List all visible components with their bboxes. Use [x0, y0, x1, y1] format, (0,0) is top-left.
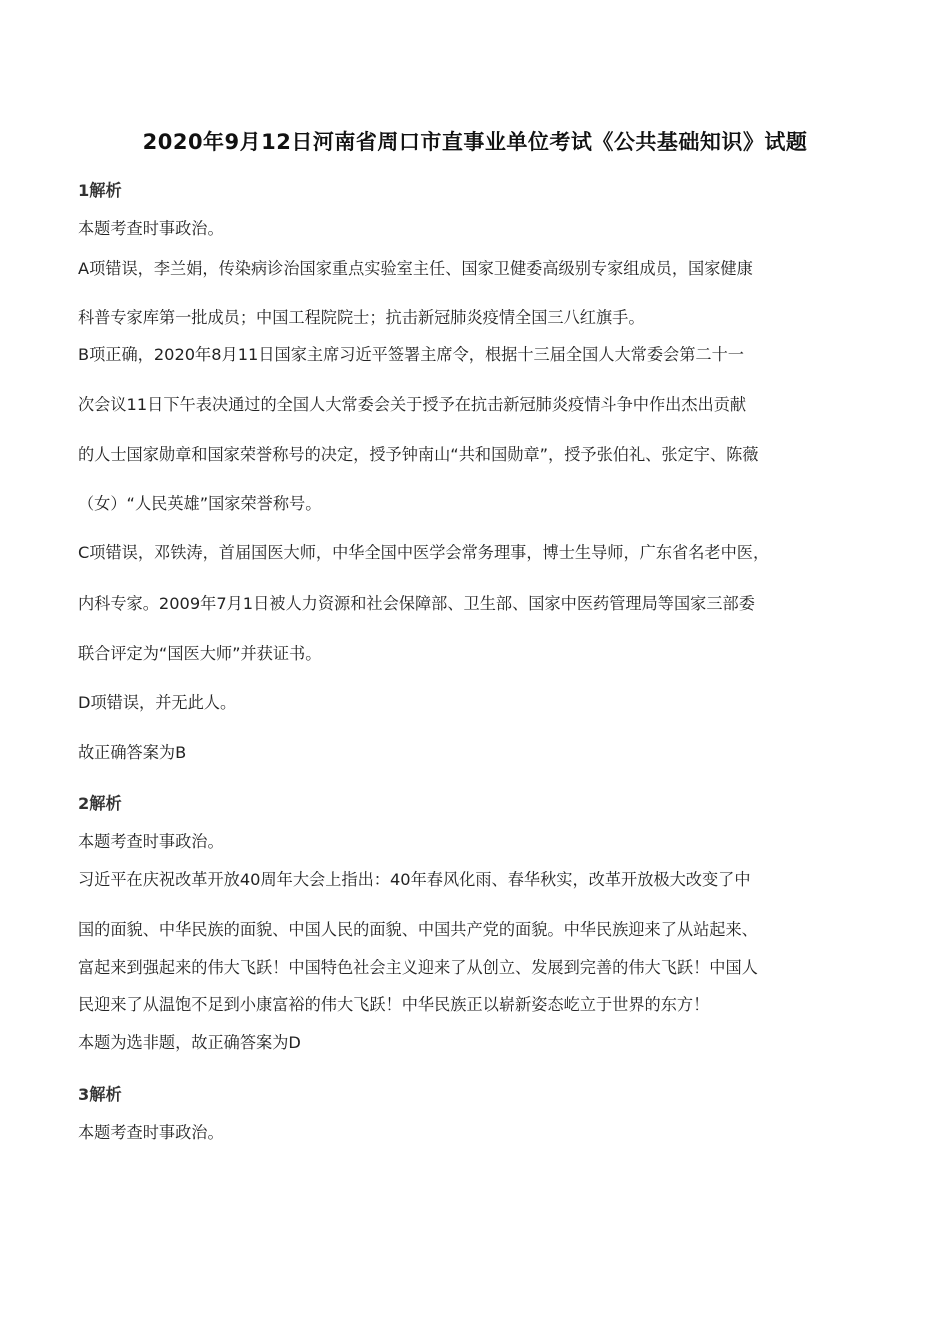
paragraph-line: 本题为选非题，故正确答案为D — [78, 1033, 301, 1052]
paragraph-line: B项正确，2020年8月11日国家主席习近平签署主席令，根据十三届全国人大常委会第二十一 — [78, 345, 744, 364]
document-title: 2020年9月12日河南省周口市直事业单位考试《公共基础知识》试题 — [142, 130, 808, 154]
paragraph-line: 本题考查时事政治。 — [78, 1123, 224, 1142]
paragraph-line: C项错误，邓铁涛，首届国医大师，中华全国中医学会常务理事，博士生导师，广东省名老中医， — [78, 543, 770, 562]
paragraph-line: 内科专家。2009年7月1日被人力资源和社会保障部、卫生部、国家中医药管理局等国家三部委 — [78, 594, 755, 613]
paragraph-line: A项错误，李兰娟，传染病诊治国家重点实验室主任、国家卫健委高级别专家组成员，国家健康 — [78, 259, 753, 278]
paragraph-line: 民迎来了从温饱不足到小康富裕的伟大飞跃！中华民族正以崭新姿态屹立于世界的东方！ — [78, 995, 710, 1014]
section-1-heading: 1解析 — [78, 181, 122, 200]
paragraph-line: （女）“人民英雄”国家荣誉称号。 — [78, 494, 322, 513]
paragraph-line: 本题考查时事政治。 — [78, 832, 224, 851]
section-2-heading: 2解析 — [78, 794, 122, 813]
paragraph-line: 富起来到强起来的伟大飞跃！中国特色社会主义迎来了从创立、发展到完善的伟大飞跃！中国人 — [78, 958, 758, 977]
paragraph-line: 国的面貌、中华民族的面貌、中国人民的面貌、中国共产党的面貌。中华民族迎来了从站起来、 — [78, 920, 758, 939]
paragraph-line: 科普专家库第一批成员；中国工程院院士；抗击新冠肺炎疫情全国三八红旗手。 — [78, 308, 645, 327]
section-3-heading: 3解析 — [78, 1085, 122, 1104]
paragraph-line: 本题考查时事政治。 — [78, 219, 224, 238]
paragraph-line: 故正确答案为B — [78, 743, 187, 762]
paragraph-line: 次会议11日下午表决通过的全国人大常委会关于授予在抗击新冠肺炎疫情斗争中作出杰出贡献 — [78, 395, 747, 414]
paragraph-line: D项错误，并无此人。 — [78, 693, 237, 712]
paragraph-line: 习近平在庆祝改革开放40周年大会上指出：40年春风化雨、春华秋实，改革开放极大改变了中 — [78, 870, 751, 889]
paragraph-line: 的人士国家勋章和国家荣誉称号的决定，授予钟南山“共和国勋章”，授予张伯礼、张定宇、陈薇 — [78, 445, 759, 464]
paragraph-line: 联合评定为“国医大师”并获证书。 — [78, 644, 322, 663]
